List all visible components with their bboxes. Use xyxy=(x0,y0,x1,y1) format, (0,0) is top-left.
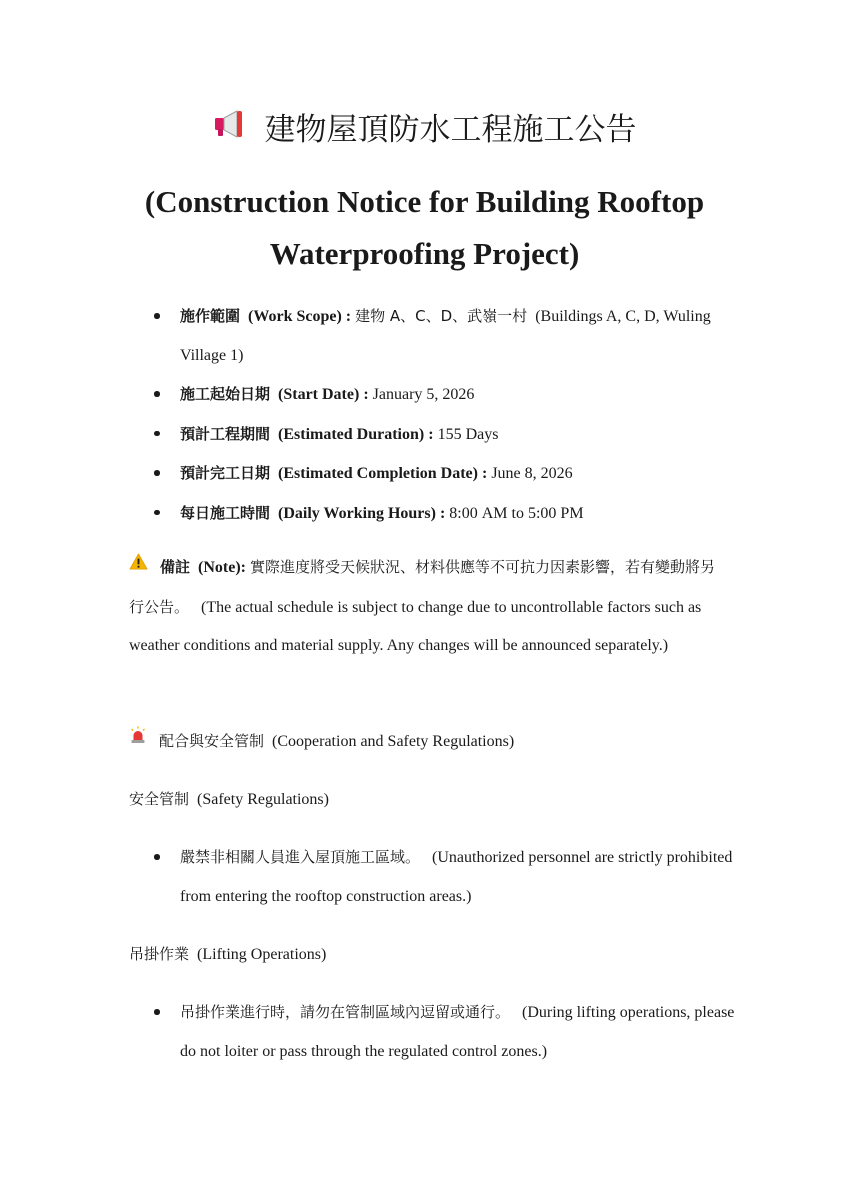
megaphone-icon xyxy=(213,105,247,153)
title-english: (Construction Notice for Building Rooftop Waterproofing Project) xyxy=(144,184,705,271)
list-item-lifting-1: 吊掛作業進行時，請勿在管制區域內逗留或通行。 (During lifting operations, please do not loiter or pass through the regulated control zones.) xyxy=(180,993,740,1071)
list-item-completion-date: 預計完工日期 (Estimated Completion Date) : June 8, 2026 xyxy=(180,454,740,494)
list-item-work-scope: 施作範圍 (Work Scope) : 建物 A、C、D、武嶺一村 (Buildings A, C, D, Wuling Village 1) xyxy=(180,297,740,375)
list-item-working-hours: 每日施工時間 (Daily Working Hours) : 8:00 AM to 5:00 PM xyxy=(180,494,740,534)
lifting-heading: 吊掛作業 (Lifting Operations) xyxy=(129,945,327,963)
title-chinese xyxy=(0,106,849,156)
cooperation-heading: 配合與安全管制 (Cooperation and Safety Regulations) xyxy=(129,722,749,761)
warning-icon xyxy=(129,547,148,586)
note-paragraph: 備註 (Note): 實際進度將受天候狀況、材料供應等不可抗力因素影響，若有變動將另行公告。 (The actual schedule is subject to change due to uncontrollable factors such as weather conditions and material supply. Any changes will be announced separately.) xyxy=(129,548,724,666)
list-item-safety-1: 嚴禁非相關人員進入屋頂施工區域。 (Unauthorized personnel are strictly prohibited from entering the rooftop construction areas.) xyxy=(180,838,740,916)
safety-list xyxy=(180,838,740,916)
lifting-list xyxy=(180,993,740,1071)
safety-heading: 安全管制 (Safety Regulations) xyxy=(129,790,329,808)
details-list xyxy=(180,297,740,533)
siren-icon xyxy=(129,721,147,759)
title-zh-text: 建物屋頂防水工程施工公告 xyxy=(264,112,637,148)
list-item-start-date: 施工起始日期 (Start Date) : January 5, 2026 xyxy=(180,375,740,415)
list-item-duration: 預計工程期間 (Estimated Duration) : 155 Days xyxy=(180,415,740,455)
